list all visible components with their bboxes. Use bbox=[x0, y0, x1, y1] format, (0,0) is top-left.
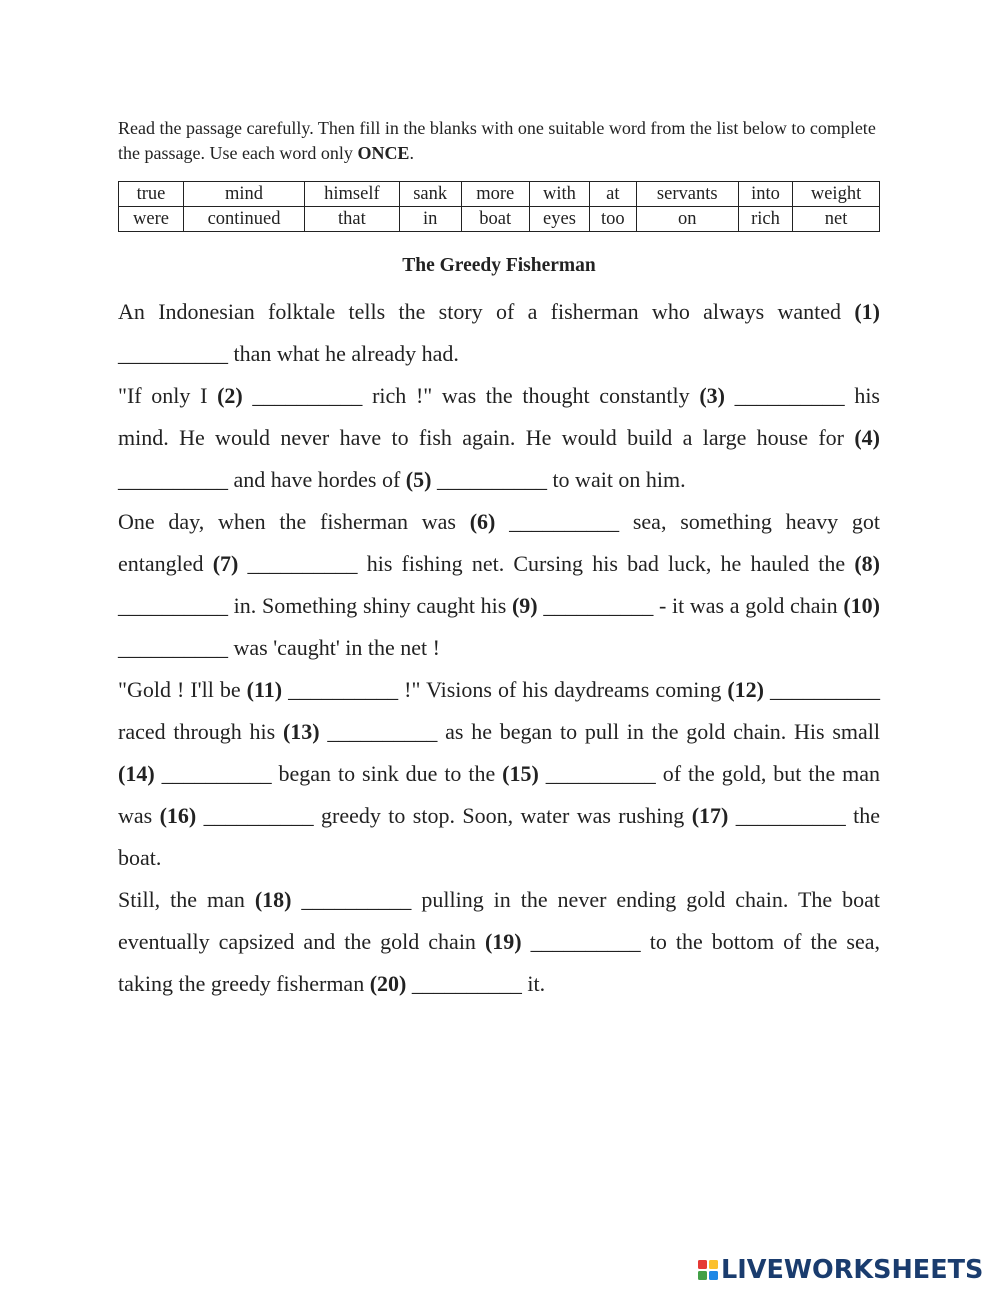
passage-text: rich !" was the thought constantly bbox=[362, 383, 700, 408]
answer-blank[interactable]: __________ bbox=[247, 551, 358, 576]
answer-blank[interactable]: __________ bbox=[203, 803, 314, 828]
passage-paragraph bbox=[118, 879, 880, 1005]
answer-blank[interactable]: __________ bbox=[543, 593, 654, 618]
passage-text bbox=[725, 383, 735, 408]
blank-number: (11) bbox=[246, 677, 283, 702]
passage-title: The Greedy Fisherman bbox=[402, 255, 596, 276]
instructions-emphasis: ONCE bbox=[357, 143, 410, 163]
word-bank-cell: true bbox=[119, 182, 184, 207]
word-bank-cell: at bbox=[590, 182, 636, 207]
word-bank-cell: rich bbox=[738, 207, 792, 232]
word-bank-cell: servants bbox=[636, 182, 738, 207]
answer-blank[interactable]: __________ bbox=[288, 677, 399, 702]
word-bank-cell: were bbox=[119, 207, 184, 232]
answer-blank[interactable]: __________ bbox=[735, 803, 846, 828]
passage-paragraph bbox=[118, 291, 880, 375]
blank-number: (10) bbox=[843, 593, 880, 618]
answer-blank[interactable]: __________ bbox=[327, 719, 438, 744]
passage-text: was 'caught' in the net ! bbox=[228, 635, 440, 660]
worksheet-page bbox=[118, 116, 880, 1005]
passage-text: his mind. He would never have to fish again. He would build a large house for bbox=[118, 383, 880, 450]
passage-text: in. Something shiny caught his bbox=[228, 593, 512, 618]
word-bank-row bbox=[119, 182, 880, 207]
answer-blank[interactable]: __________ bbox=[734, 383, 845, 408]
passage-paragraph bbox=[118, 669, 880, 879]
answer-blank[interactable]: __________ bbox=[118, 593, 228, 618]
passage-text: his fishing net. Cursing his bad luck, he hauled the bbox=[357, 551, 855, 576]
logo-text: LIVEWORKSHEETS bbox=[721, 1255, 984, 1285]
blank-number: (16) bbox=[159, 803, 197, 828]
blank-number: (12) bbox=[727, 677, 764, 702]
answer-blank[interactable]: __________ bbox=[436, 467, 547, 492]
blank-number: (3) bbox=[699, 383, 725, 408]
passage-text: to the bottom of the sea, taking the greedy fisherman bbox=[118, 929, 881, 996]
passage-text bbox=[728, 803, 735, 828]
word-bank-cell: with bbox=[529, 182, 589, 207]
passage-text bbox=[495, 509, 509, 534]
word-bank-cell: into bbox=[738, 182, 792, 207]
answer-blank[interactable]: __________ bbox=[545, 761, 656, 786]
blank-number: (9) bbox=[511, 593, 538, 618]
word-bank-cell: weight bbox=[793, 182, 880, 207]
blank-number: (4) bbox=[854, 425, 880, 450]
word-bank-row bbox=[119, 207, 880, 232]
blank-number: (20) bbox=[369, 971, 407, 996]
blank-number: (17) bbox=[691, 803, 729, 828]
passage-text: "If only I bbox=[118, 383, 218, 408]
answer-blank[interactable]: __________ bbox=[411, 971, 522, 996]
liveworksheets-logo bbox=[697, 1255, 983, 1285]
passage-text: and have hordes of bbox=[228, 467, 406, 492]
passage-text: raced through his bbox=[118, 719, 283, 744]
blank-number: (5) bbox=[405, 467, 432, 492]
blank-number: (13) bbox=[282, 719, 320, 744]
blank-number: (7) bbox=[212, 551, 239, 576]
word-bank-cell: mind bbox=[184, 182, 305, 207]
passage-text: than what he already had. bbox=[228, 341, 459, 366]
passage-text: An Indonesian folktale tells the story of a fisherman who always wanted bbox=[118, 299, 855, 324]
answer-blank[interactable]: __________ bbox=[530, 929, 641, 954]
word-bank-cell: continued bbox=[184, 207, 305, 232]
answer-blank[interactable]: __________ bbox=[770, 677, 881, 702]
passage bbox=[118, 291, 880, 1005]
blank-number: (8) bbox=[854, 551, 881, 576]
answer-blank[interactable]: __________ bbox=[118, 341, 228, 366]
passage-text bbox=[539, 761, 546, 786]
passage-text bbox=[238, 551, 247, 576]
passage-text: the boat. bbox=[118, 803, 880, 870]
blank-number: (2) bbox=[217, 383, 243, 408]
passage-text bbox=[291, 887, 301, 912]
passage-text: greedy to stop. Soon, water was rushing bbox=[313, 803, 692, 828]
passage-text bbox=[243, 383, 253, 408]
passage-text: "Gold ! I'll be bbox=[118, 677, 247, 702]
word-bank-cell: more bbox=[461, 182, 529, 207]
word-bank-table bbox=[118, 181, 880, 232]
answer-blank[interactable]: __________ bbox=[118, 635, 228, 660]
passage-paragraph bbox=[118, 501, 880, 669]
word-bank-cell: sank bbox=[399, 182, 461, 207]
word-bank-cell: on bbox=[636, 207, 738, 232]
answer-blank[interactable]: __________ bbox=[118, 467, 228, 492]
word-bank-cell: too bbox=[590, 207, 636, 232]
passage-text: as he began to pull in the gold chain. His small bbox=[437, 719, 880, 744]
word-bank-cell: in bbox=[399, 207, 461, 232]
passage-text: began to sink due to the bbox=[271, 761, 503, 786]
passage-text: - it was a gold chain bbox=[653, 593, 844, 618]
passage-text: Still, the man bbox=[118, 887, 255, 912]
blank-number: (14) bbox=[118, 761, 155, 786]
word-bank-cell: boat bbox=[461, 207, 529, 232]
instructions-text: Read the passage carefully. Then fill in the blanks with one suitable word from the list below to complete the passage. Use each word only bbox=[118, 118, 876, 163]
passage-text: of the gold, but the man was bbox=[118, 761, 881, 828]
blank-number: (18) bbox=[254, 887, 292, 912]
answer-blank[interactable]: __________ bbox=[161, 761, 272, 786]
word-bank-cell: himself bbox=[305, 182, 400, 207]
answer-blank[interactable]: __________ bbox=[252, 383, 363, 408]
word-bank-cell: eyes bbox=[529, 207, 589, 232]
passage-text: sea, something heavy got entangled bbox=[118, 509, 880, 576]
answer-blank[interactable]: __________ bbox=[509, 509, 620, 534]
liveworksheets-grid-icon bbox=[697, 1259, 719, 1281]
passage-paragraph bbox=[118, 375, 880, 501]
answer-blank[interactable]: __________ bbox=[301, 887, 412, 912]
passage-text: pulling in the never ending gold chain. The boat eventually capsized and the gold chain bbox=[118, 887, 880, 954]
passage-text: One day, when the fisherman was bbox=[118, 509, 470, 534]
passage-text bbox=[522, 929, 531, 954]
blank-number: (15) bbox=[502, 761, 539, 786]
passage-text bbox=[155, 761, 162, 786]
passage-text: !" Visions of his daydreams coming bbox=[398, 677, 728, 702]
blank-number: (6) bbox=[469, 509, 496, 534]
passage-text: to wait on him. bbox=[546, 467, 686, 492]
blank-number: (19) bbox=[484, 929, 522, 954]
word-bank-cell: that bbox=[305, 207, 400, 232]
passage-text: it. bbox=[521, 971, 546, 996]
instructions-end: . bbox=[409, 143, 414, 163]
passage-text bbox=[196, 803, 203, 828]
instructions bbox=[118, 116, 880, 166]
blank-number: (1) bbox=[854, 299, 880, 324]
word-bank-cell: net bbox=[793, 207, 880, 232]
